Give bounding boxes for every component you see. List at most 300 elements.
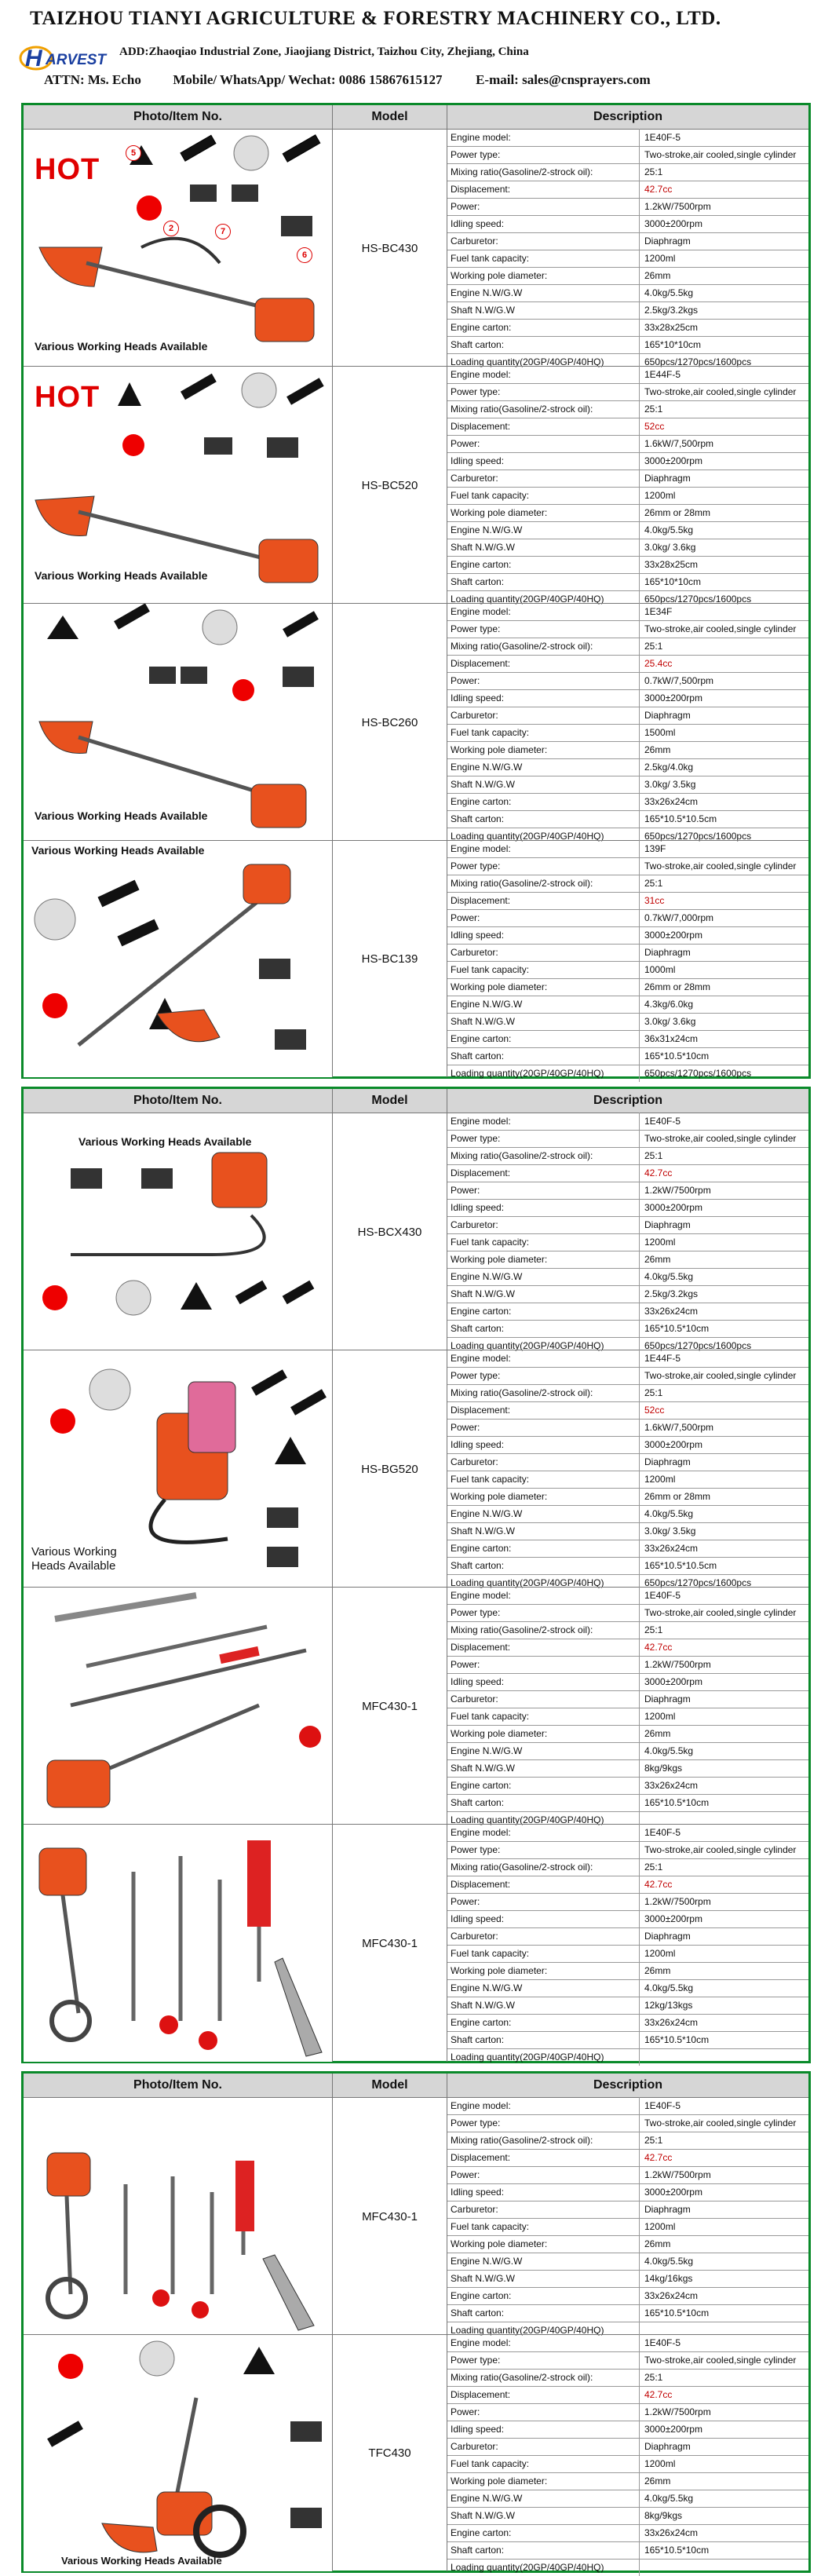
spec-key: Shaft carton: xyxy=(447,1320,640,1337)
spec-key: Shaft N.W/G.W xyxy=(447,2507,640,2524)
brush-cutter-illustration xyxy=(24,841,332,1077)
spec-value: 1E40F-5 xyxy=(644,2337,681,2348)
spec-value: Two-stroke,air cooled,single cylinder xyxy=(644,149,797,160)
spec-key: Power: xyxy=(447,1656,640,1673)
spec-row xyxy=(447,1047,808,1065)
spec-key: Loading quantity(20GP/40GP/40HQ) xyxy=(447,1337,640,1354)
spec-value: 3000±200rpm xyxy=(644,692,702,703)
spec-row xyxy=(447,793,808,811)
spec-table xyxy=(447,841,808,1077)
spec-key: Power type: xyxy=(447,1130,640,1147)
spec-row xyxy=(447,1690,808,1708)
spec-key: Carburetor: xyxy=(447,470,640,487)
spec-row xyxy=(447,2334,808,2352)
spec-key: Loading quantity(20GP/40GP/40HQ) xyxy=(447,1574,640,1591)
spec-value: Two-stroke,air cooled,single cylinder xyxy=(644,2117,797,2128)
spec-key: Engine N.W/G.W xyxy=(447,1979,640,1997)
phone[interactable]: Mobile/ WhatsApp/ Wechat: 0086 15867615127 xyxy=(173,72,443,87)
header-model: Model xyxy=(333,105,447,130)
spec-row xyxy=(447,2421,808,2439)
marker-5: 5 xyxy=(126,145,141,161)
spec-row xyxy=(447,2201,808,2219)
spec-row xyxy=(447,1522,808,1540)
model-cell: HS-BCX430 xyxy=(333,1113,447,1350)
spec-value: 52cc xyxy=(644,421,665,432)
spec-value: 1.2kW/7500rpm xyxy=(644,1185,711,1196)
spec-key: Displacement: xyxy=(447,181,640,198)
email[interactable]: E-mail: sales@cnsprayers.com xyxy=(476,72,651,87)
spec-value: Diaphragm xyxy=(644,710,691,721)
spec-value: 14kg/16kgs xyxy=(644,2273,693,2284)
spec-value: 25:1 xyxy=(644,2135,663,2146)
spec-value: 165*10*10cm xyxy=(644,576,702,587)
spec-value: 26mm xyxy=(644,2238,671,2249)
product-photo xyxy=(24,1113,333,1350)
spec-key: Mixing ratio(Gasoline/2-strock oil): xyxy=(447,1621,640,1639)
spec-value: 52cc xyxy=(644,1405,665,1416)
spec-value: Diaphragm xyxy=(644,2204,691,2215)
spec-row xyxy=(447,961,808,979)
spec-value: 650pcs/1270pcs/1600pcs xyxy=(644,1340,752,1351)
spec-row xyxy=(447,672,808,690)
spec-key: Idling speed: xyxy=(447,1199,640,1216)
spec-row xyxy=(447,2403,808,2421)
spec-row xyxy=(447,2541,808,2560)
spec-value: 1E44F-5 xyxy=(644,1353,681,1364)
attn: ATTN: Ms. Echo xyxy=(44,72,141,87)
product-photo xyxy=(24,130,333,367)
spec-value: 3000±200rpm xyxy=(644,1913,702,1924)
spec-row xyxy=(447,2351,808,2370)
spec-row xyxy=(447,1557,808,1575)
spec-key: Shaft carton: xyxy=(447,2541,640,2559)
spec-key: Power type: xyxy=(447,620,640,638)
spec-key: Engine N.W/G.W xyxy=(447,758,640,776)
product-row xyxy=(24,129,808,367)
spec-row xyxy=(447,250,808,268)
spec-row xyxy=(447,875,808,893)
brush-cutter-illustration xyxy=(24,367,332,604)
header-photo: Photo/Item No. xyxy=(24,1089,333,1113)
spec-key: Loading quantity(20GP/40GP/40HQ) xyxy=(447,590,640,608)
spec-key: Engine model: xyxy=(447,1350,640,1367)
spec-row xyxy=(447,383,808,401)
model-cell: MFC430-1 xyxy=(333,2098,447,2335)
spec-key: Carburetor: xyxy=(447,707,640,724)
spec-key: Loading quantity(20GP/40GP/40HQ) xyxy=(447,2322,640,2339)
spec-row xyxy=(447,2270,808,2288)
spec-value: 33x28x25cm xyxy=(644,559,699,570)
spec-value: 650pcs/1270pcs/1600pcs xyxy=(644,356,752,367)
spec-key: Engine model: xyxy=(447,603,640,620)
spec-key: Engine model: xyxy=(447,2097,640,2114)
spec-row xyxy=(447,2472,808,2490)
model-cell: HS-BC139 xyxy=(333,841,447,1077)
spec-value: 1E44F-5 xyxy=(644,369,681,380)
spec-row xyxy=(447,1777,808,1795)
spec-key: Engine carton: xyxy=(447,2524,640,2541)
various-heads-label: Various Working Heads Available xyxy=(78,1135,252,1148)
spec-key: Carburetor: xyxy=(447,944,640,961)
spec-table xyxy=(447,1588,808,1825)
spec-key: Idling speed: xyxy=(447,689,640,707)
spec-row xyxy=(447,892,808,910)
spec-key: Fuel tank capacity: xyxy=(447,1233,640,1251)
spec-value: 31cc xyxy=(644,895,665,906)
spec-row xyxy=(447,2507,808,2525)
spec-row xyxy=(447,1759,808,1778)
spec-key: Engine carton: xyxy=(447,556,640,573)
spec-key: Working pole diameter: xyxy=(447,504,640,521)
spec-value: 1200ml xyxy=(644,1711,676,1722)
spec-key: Fuel tank capacity: xyxy=(447,2455,640,2472)
spec-value: Diaphragm xyxy=(644,236,691,247)
various-heads-label: Various Working Heads Available xyxy=(35,340,208,353)
spec-row xyxy=(447,2524,808,2542)
spec-value: 1E34F xyxy=(644,606,673,617)
spec-row xyxy=(447,1997,808,2015)
spec-value: 25:1 xyxy=(644,404,663,415)
spec-key: Fuel tank capacity: xyxy=(447,1708,640,1725)
spec-value: 1200ml xyxy=(644,490,676,501)
spec-value: 1500ml xyxy=(644,727,676,738)
spec-row xyxy=(447,2455,808,2473)
product-row xyxy=(24,1587,808,1825)
spec-value xyxy=(640,2048,808,2066)
spec-key: Engine carton: xyxy=(447,1303,640,1320)
spec-value: 33x26x24cm xyxy=(644,1306,699,1317)
spec-value: 3000±200rpm xyxy=(644,2424,702,2435)
spec-value: 3.0kg/ 3.5kg xyxy=(644,779,696,790)
various-heads-label: Various Working Heads Available xyxy=(31,844,205,857)
spec-row xyxy=(447,996,808,1014)
spec-key: Engine model: xyxy=(447,366,640,383)
model-cell: HS-BC430 xyxy=(333,130,447,367)
spec-value: 165*10.5*10cm xyxy=(644,1797,710,1808)
spec-key: Power: xyxy=(447,909,640,926)
spec-row xyxy=(447,301,808,320)
brush-cutter-illustration xyxy=(24,604,332,841)
spec-value: 25.4cc xyxy=(644,658,673,669)
spec-value: 25:1 xyxy=(644,166,663,177)
spec-key: Displacement: xyxy=(447,892,640,909)
spec-value: 4.0kg/5.5kg xyxy=(644,1271,694,1282)
spec-key: Engine N.W/G.W xyxy=(447,1268,640,1285)
company-header xyxy=(0,0,832,96)
spec-value: Two-stroke,air cooled,single cylinder xyxy=(644,1844,797,1855)
model-cell: HS-BC520 xyxy=(333,367,447,604)
spec-value: 12kg/13kgs xyxy=(644,2000,693,2011)
spec-key: Loading quantity(20GP/40GP/40HQ) xyxy=(447,353,640,371)
spec-value: 165*10.5*10.5cm xyxy=(644,1560,717,1571)
spec-value: 1200ml xyxy=(644,2221,676,2232)
spec-row xyxy=(447,1401,808,1420)
svg-text:H: H xyxy=(25,46,42,71)
spec-key: Idling speed: xyxy=(447,1673,640,1690)
spec-key: Carburetor: xyxy=(447,1453,640,1471)
spec-value: 42.7cc xyxy=(644,2152,673,2163)
brush-cutter-illustration xyxy=(24,130,332,367)
product-photo xyxy=(24,841,333,1077)
spec-row xyxy=(447,978,808,996)
spec-row xyxy=(447,1436,808,1454)
spec-value: 2.5kg/4.0kg xyxy=(644,762,694,773)
spec-value: Diaphragm xyxy=(644,1219,691,1230)
spec-value: 4.0kg/5.5kg xyxy=(644,2256,694,2267)
spec-value: 26mm or 28mm xyxy=(644,507,711,518)
spec-value: Two-stroke,air cooled,single cylinder xyxy=(644,2355,797,2366)
spec-row xyxy=(447,1725,808,1743)
spec-row xyxy=(447,1320,808,1338)
spec-row xyxy=(447,1147,808,1165)
spec-row xyxy=(447,435,808,453)
spec-row xyxy=(447,620,808,638)
contact-line xyxy=(44,72,651,88)
spec-key: Engine carton: xyxy=(447,1777,640,1794)
spec-row xyxy=(447,655,808,673)
spec-row xyxy=(447,1858,808,1876)
spec-key: Power: xyxy=(447,198,640,215)
spec-key: Idling speed: xyxy=(447,2183,640,2201)
spec-key: Shaft N.W/G.W xyxy=(447,301,640,319)
spec-row xyxy=(447,2166,808,2184)
spec-row xyxy=(447,1199,808,1217)
spec-key: Displacement: xyxy=(447,1164,640,1182)
spec-row xyxy=(447,741,808,759)
spec-table xyxy=(447,1350,808,1588)
spec-row xyxy=(447,1945,808,1963)
spec-value: 42.7cc xyxy=(644,1167,673,1178)
spec-value: 25:1 xyxy=(644,1387,663,1398)
spec-row xyxy=(447,1471,808,1489)
spec-value: 25:1 xyxy=(644,878,663,889)
spec-row xyxy=(447,400,808,418)
spec-value: Two-stroke,air cooled,single cylinder xyxy=(644,1607,797,1618)
spec-row xyxy=(447,215,808,233)
spec-key: Power: xyxy=(447,1893,640,1910)
spec-value: 33x26x24cm xyxy=(644,1543,699,1554)
spec-value: 26mm xyxy=(644,1254,671,1265)
spec-value: 42.7cc xyxy=(644,1642,673,1653)
spec-key: Power type: xyxy=(447,383,640,400)
spec-value: 33x28x25cm xyxy=(644,322,699,333)
spec-key: Power: xyxy=(447,2166,640,2183)
spec-row xyxy=(447,1927,808,1946)
spec-value: 26mm xyxy=(644,270,671,281)
spec-table xyxy=(447,2335,808,2571)
spec-key: Engine carton: xyxy=(447,793,640,810)
spec-key: Working pole diameter: xyxy=(447,267,640,284)
spec-value: 33x26x24cm xyxy=(644,2527,699,2538)
spec-row xyxy=(447,638,808,656)
spec-value: 165*10*10cm xyxy=(644,339,702,350)
product-table-3 xyxy=(21,2071,811,2573)
spec-value: Diaphragm xyxy=(644,1694,691,1705)
spec-row xyxy=(447,1419,808,1437)
spec-row xyxy=(447,2235,808,2253)
spec-key: Mixing ratio(Gasoline/2-strock oil): xyxy=(447,638,640,655)
spec-key: Working pole diameter: xyxy=(447,1725,640,1742)
spec-value: 4.0kg/5.5kg xyxy=(644,287,694,298)
spec-value: Diaphragm xyxy=(644,947,691,958)
spec-key: Idling speed: xyxy=(447,452,640,470)
spec-row xyxy=(447,1113,808,1131)
spec-value: 1200ml xyxy=(644,253,676,264)
spec-row xyxy=(447,1182,808,1200)
spec-key: Fuel tank capacity: xyxy=(447,724,640,741)
spec-key: Shaft N.W/G.W xyxy=(447,539,640,556)
spec-value: 650pcs/1270pcs/1600pcs xyxy=(644,831,752,842)
spec-value: 3000±200rpm xyxy=(644,2187,702,2198)
spec-row xyxy=(447,539,808,557)
spec-value: 26mm xyxy=(644,744,671,755)
spec-key: Displacement: xyxy=(447,2149,640,2166)
spec-row xyxy=(447,267,808,285)
spec-table xyxy=(447,367,808,604)
spec-value: 1E40F-5 xyxy=(644,2100,681,2111)
spec-key: Engine carton: xyxy=(447,2014,640,2031)
spec-value: 1E40F-5 xyxy=(644,1116,681,1127)
product-row xyxy=(24,1350,808,1588)
spec-key: Working pole diameter: xyxy=(447,1488,640,1505)
spec-value: 3000±200rpm xyxy=(644,218,702,229)
spec-key: Power type: xyxy=(447,1841,640,1858)
spec-value: 25:1 xyxy=(644,1624,663,1635)
spec-value: 165*10.5*10cm xyxy=(644,2034,710,2045)
spec-key: Working pole diameter: xyxy=(447,741,640,758)
spec-key: Mixing ratio(Gasoline/2-strock oil): xyxy=(447,2132,640,2149)
spec-row xyxy=(447,2490,808,2508)
product-photo xyxy=(24,367,333,604)
trolley-cutter-illustration xyxy=(24,2335,332,2571)
spec-value: 42.7cc xyxy=(644,184,673,195)
spec-row xyxy=(447,1130,808,1148)
spec-value: 25:1 xyxy=(644,1862,663,1873)
spec-key: Mixing ratio(Gasoline/2-strock oil): xyxy=(447,2369,640,2386)
spec-value: 1200ml xyxy=(644,1474,676,1485)
spec-row xyxy=(447,2097,808,2115)
product-table-2 xyxy=(21,1087,811,2063)
spec-key: Engine carton: xyxy=(447,319,640,336)
spec-row xyxy=(447,504,808,522)
spec-row xyxy=(447,232,808,250)
spec-row xyxy=(447,1876,808,1894)
spec-row xyxy=(447,284,808,302)
spec-key: Displacement: xyxy=(447,418,640,435)
spec-key: Loading quantity(20GP/40GP/40HQ) xyxy=(447,1811,640,1829)
spec-row xyxy=(447,366,808,384)
model-cell: HS-BC260 xyxy=(333,604,447,841)
spec-key: Engine N.W/G.W xyxy=(447,996,640,1013)
spec-key: Power type: xyxy=(447,1367,640,1384)
spec-value: 25:1 xyxy=(644,1150,663,1161)
spec-row xyxy=(447,1251,808,1269)
spec-key: Power type: xyxy=(447,1604,640,1621)
product-photo xyxy=(24,1825,333,2062)
spec-value: 650pcs/1270pcs/1600pcs xyxy=(644,1068,752,1079)
spec-key: Fuel tank capacity: xyxy=(447,1471,640,1488)
model-cell: MFC430-1 xyxy=(333,1588,447,1825)
spec-row xyxy=(447,198,808,216)
spec-row xyxy=(447,1673,808,1691)
spec-row xyxy=(447,1384,808,1402)
spec-value: 1E40F-5 xyxy=(644,1590,681,1601)
product-table-1 xyxy=(21,103,811,1079)
spec-value: 26mm xyxy=(644,1728,671,1739)
spec-key: Shaft carton: xyxy=(447,336,640,353)
spec-key: Mixing ratio(Gasoline/2-strock oil): xyxy=(447,1384,640,1401)
spec-row xyxy=(447,2183,808,2201)
spec-key: Displacement: xyxy=(447,2386,640,2403)
spec-value: 4.0kg/5.5kg xyxy=(644,2493,694,2504)
spec-value: Diaphragm xyxy=(644,1931,691,1942)
spec-value: 3000±200rpm xyxy=(644,1202,702,1213)
spec-row xyxy=(447,2048,808,2066)
company-address: ADD:Zhaoqiao Industrial Zone, Jiaojiang District, Taizhou City, Zhejiang, China xyxy=(119,46,529,58)
spec-key: Engine N.W/G.W xyxy=(447,2253,640,2270)
spec-value: 1.6kW/7,500rpm xyxy=(644,1422,714,1433)
spec-key: Power: xyxy=(447,672,640,689)
spec-row xyxy=(447,163,808,181)
spec-table xyxy=(447,130,808,367)
spec-row xyxy=(447,129,808,147)
spec-row xyxy=(447,2114,808,2132)
spec-value: 42.7cc xyxy=(644,1879,673,1890)
spec-value: 33x26x24cm xyxy=(644,2017,699,2028)
spec-key: Power: xyxy=(447,1182,640,1199)
model-cell: MFC430-1 xyxy=(333,1825,447,2062)
spec-row xyxy=(447,689,808,707)
spec-key: Carburetor: xyxy=(447,2201,640,2218)
spec-key: Engine N.W/G.W xyxy=(447,284,640,301)
header-photo: Photo/Item No. xyxy=(24,105,333,130)
spec-key: Power type: xyxy=(447,146,640,163)
spec-value: 4.0kg/5.5kg xyxy=(644,1508,694,1519)
spec-value: 3000±200rpm xyxy=(644,1439,702,1450)
spec-key: Shaft N.W/G.W xyxy=(447,2270,640,2287)
spec-key: Engine model: xyxy=(447,129,640,146)
spec-value: 1200ml xyxy=(644,1948,676,1959)
product-photo xyxy=(24,2098,333,2335)
header-model: Model xyxy=(333,1089,447,1113)
spec-key: Engine N.W/G.W xyxy=(447,1505,640,1522)
spec-key: Shaft N.W/G.W xyxy=(447,1997,640,2014)
spec-value: 3.0kg/ 3.6kg xyxy=(644,542,696,553)
company-name: TAIZHOU TIANYI AGRICULTURE & FORESTRY MACHINERY CO., LTD. xyxy=(30,8,721,29)
spec-key: Shaft carton: xyxy=(447,1557,640,1574)
spec-row xyxy=(447,470,808,488)
spec-key: Mixing ratio(Gasoline/2-strock oil): xyxy=(447,1147,640,1164)
spec-row xyxy=(447,487,808,505)
spec-value: 36x31x24cm xyxy=(644,1033,699,1044)
spec-key: Power type: xyxy=(447,857,640,875)
spec-row xyxy=(447,1656,808,1674)
spec-key: Engine N.W/G.W xyxy=(447,1742,640,1759)
spec-key: Shaft carton: xyxy=(447,573,640,590)
spec-row xyxy=(447,1453,808,1471)
spec-value: 26mm or 28mm xyxy=(644,981,711,992)
spec-row xyxy=(447,1303,808,1321)
spec-key: Shaft carton: xyxy=(447,2031,640,2048)
spec-value: 4.0kg/5.5kg xyxy=(644,1982,694,1993)
spec-key: Power: xyxy=(447,1419,640,1436)
spec-key: Fuel tank capacity: xyxy=(447,487,640,504)
spec-key: Power: xyxy=(447,2403,640,2421)
spec-row xyxy=(447,1285,808,1303)
spec-value: 2.5kg/3.2kgs xyxy=(644,1288,699,1299)
spec-key: Mixing ratio(Gasoline/2-strock oil): xyxy=(447,400,640,418)
header-description: Description xyxy=(447,2074,808,2098)
